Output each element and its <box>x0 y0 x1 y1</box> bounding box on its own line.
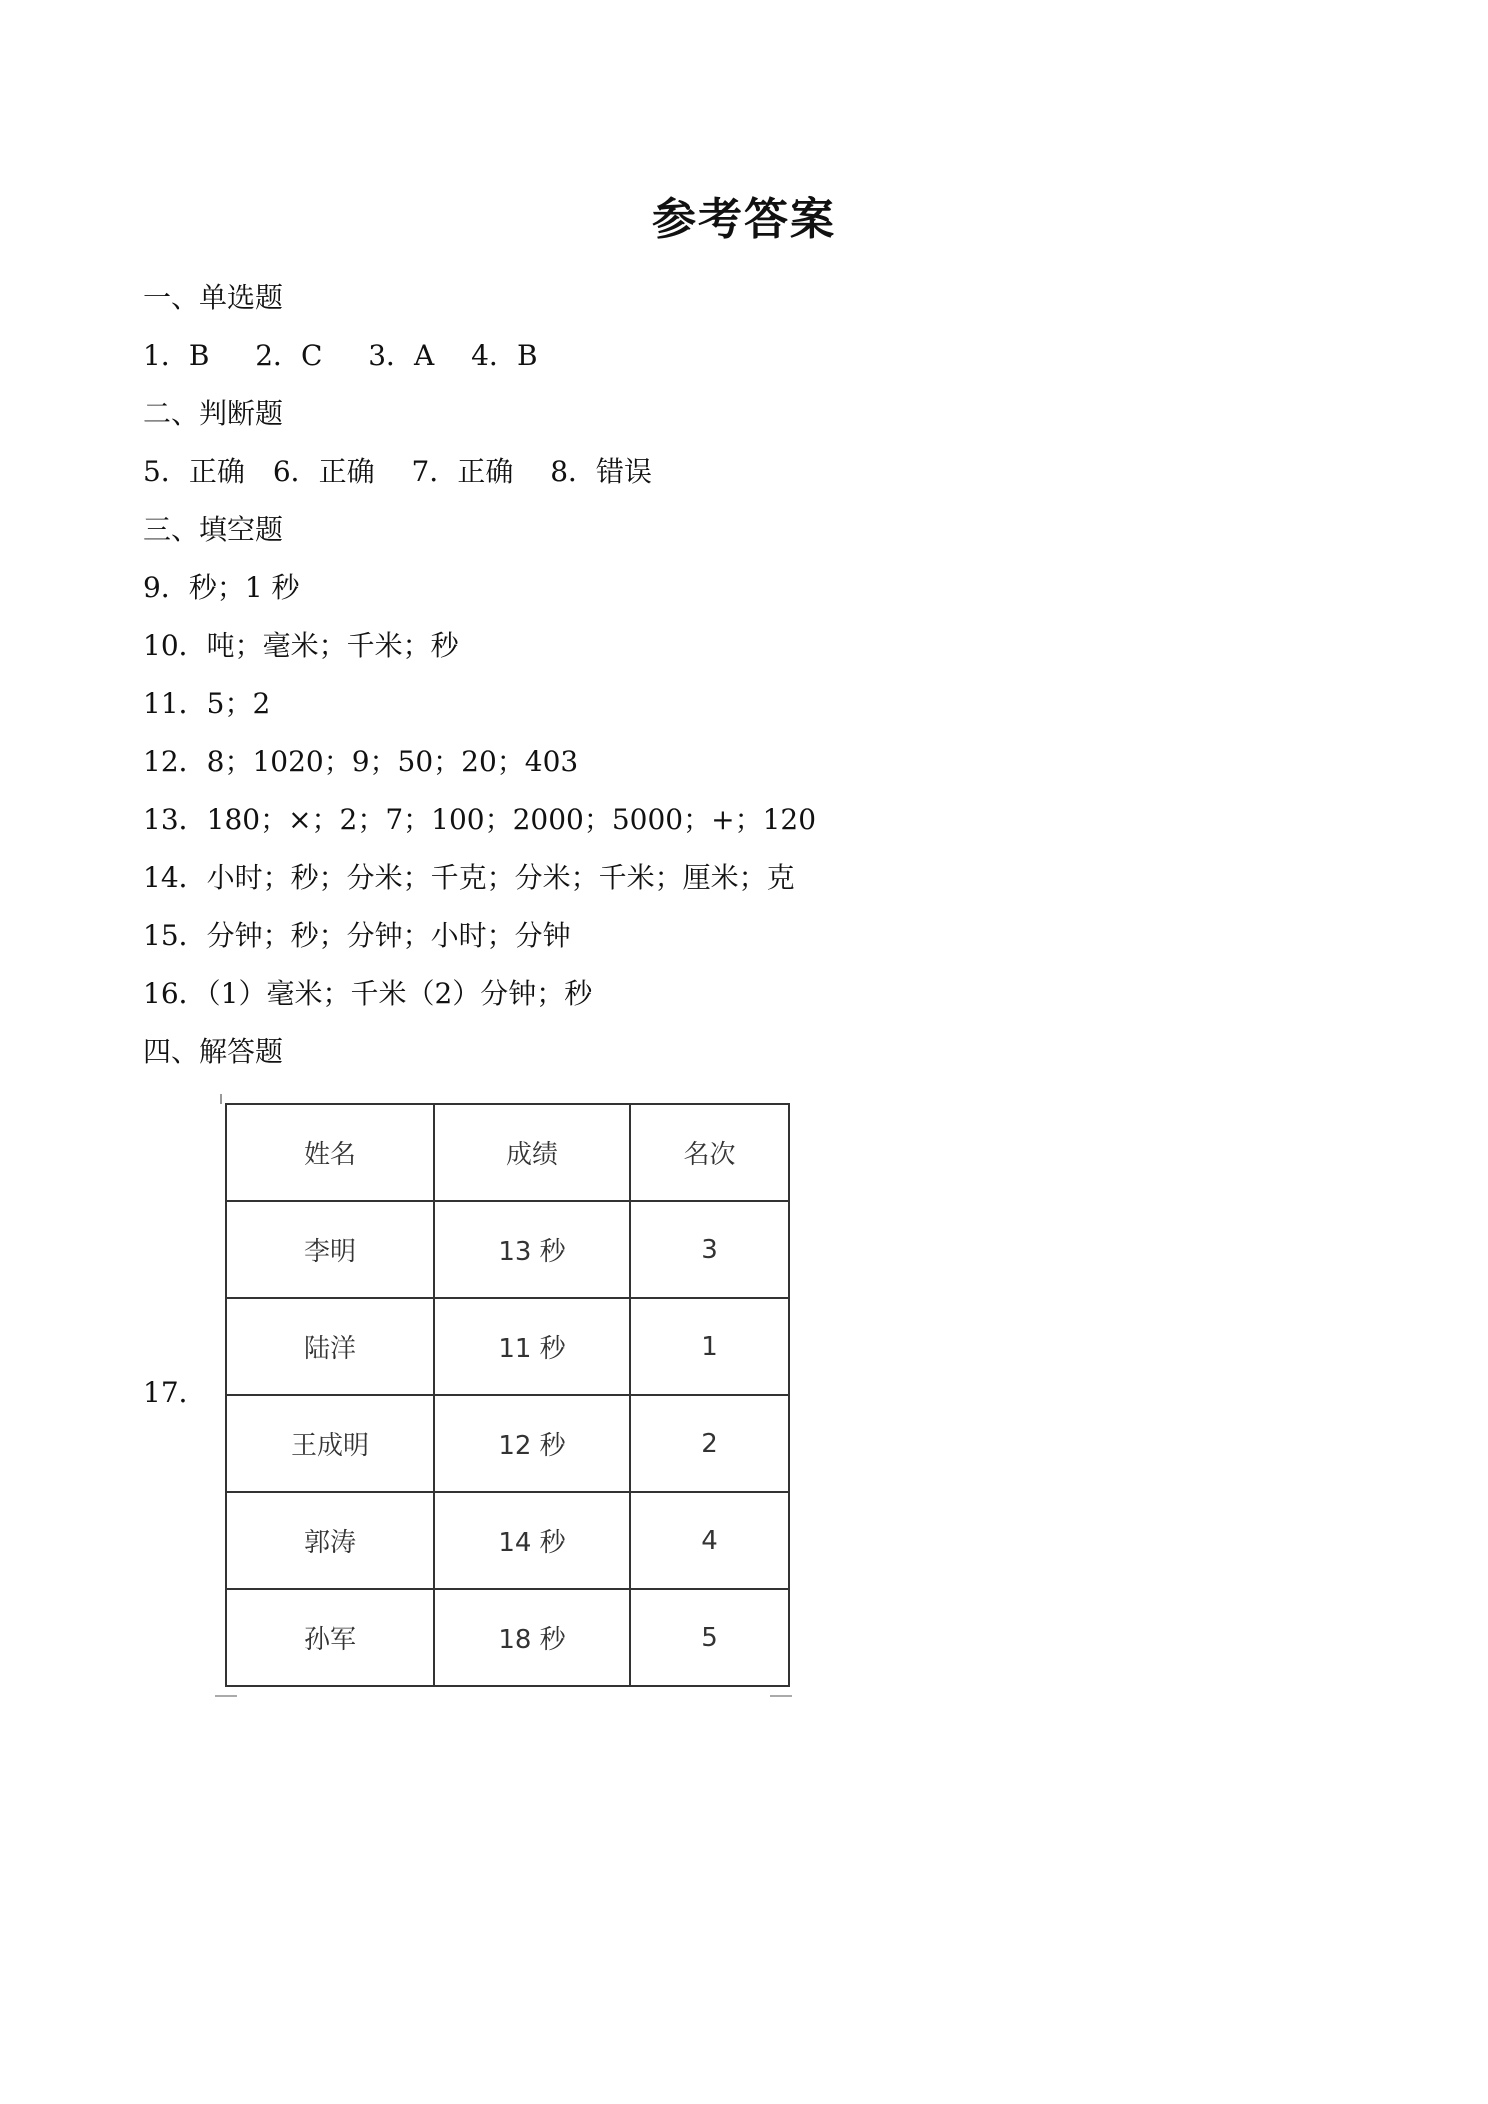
section-heading-single-choice: 一、单选题 <box>143 281 284 314</box>
table-cell-rank: 3 <box>630 1201 789 1298</box>
section-heading-true-false: 二、判断题 <box>143 397 284 430</box>
header-cell-rank: 名次 <box>630 1104 789 1201</box>
table-cell-score: 11 秒 <box>434 1298 630 1395</box>
table-cell-name: 郭涛 <box>226 1492 434 1589</box>
table-corner-mark <box>770 1695 792 1697</box>
answer-line: 16．（1）毫米；千米（2）分钟；秒 <box>143 977 593 1010</box>
table-cell-rank: 5 <box>630 1589 789 1686</box>
table-cell-score: 18 秒 <box>434 1589 630 1686</box>
answer-line: 11．5；2 <box>143 687 271 720</box>
answer-line: 15．分钟；秒；分钟；小时；分钟 <box>143 919 571 952</box>
table-cell-name: 李明 <box>226 1201 434 1298</box>
answer-line: 13．180；×；2；7；100；2000；5000；+；120 <box>143 803 817 836</box>
answer-line: 12．8；1020；9；50；20；403 <box>143 745 579 778</box>
table-cell-rank: 1 <box>630 1298 789 1395</box>
header-cell-name: 姓名 <box>226 1104 434 1201</box>
table-row <box>226 1298 789 1395</box>
table-cell-rank: 4 <box>630 1492 789 1589</box>
table-row <box>226 1395 789 1492</box>
question-17-label: 17． <box>143 1376 207 1409</box>
table-row <box>226 1492 789 1589</box>
table-cell-score: 14 秒 <box>434 1492 630 1589</box>
table-cell-name: 孙军 <box>226 1589 434 1686</box>
answer-line: 1．B 2．C 3．A 4．B <box>143 339 538 372</box>
answer-line: 10．吨；毫米；千米；秒 <box>143 629 459 662</box>
answer-line: 5．正确 6．正确 7．正确 8．错误 <box>143 455 653 488</box>
table-cell-name: 王成明 <box>226 1395 434 1492</box>
table-cell-name: 陆洋 <box>226 1298 434 1395</box>
table-cell-score: 12 秒 <box>434 1395 630 1492</box>
results-table-wrapper <box>225 1103 790 1687</box>
section-heading-fill-blank: 三、填空题 <box>143 513 284 546</box>
answer-line: 9．秒；1 秒 <box>143 571 300 604</box>
page-title: 参考答案 <box>652 194 836 245</box>
results-table <box>225 1103 790 1687</box>
table-header-row <box>226 1104 789 1201</box>
table-corner-mark <box>215 1695 237 1697</box>
header-cell-score: 成绩 <box>434 1104 630 1201</box>
table-cell-score: 13 秒 <box>434 1201 630 1298</box>
table-corner-mark <box>220 1094 222 1104</box>
table-cell-rank: 2 <box>630 1395 789 1492</box>
table-row <box>226 1201 789 1298</box>
answer-line: 14．小时；秒；分米；千克；分米；千米；厘米；克 <box>143 861 795 894</box>
section-heading-solve: 四、解答题 <box>143 1035 284 1068</box>
table-row <box>226 1589 789 1686</box>
